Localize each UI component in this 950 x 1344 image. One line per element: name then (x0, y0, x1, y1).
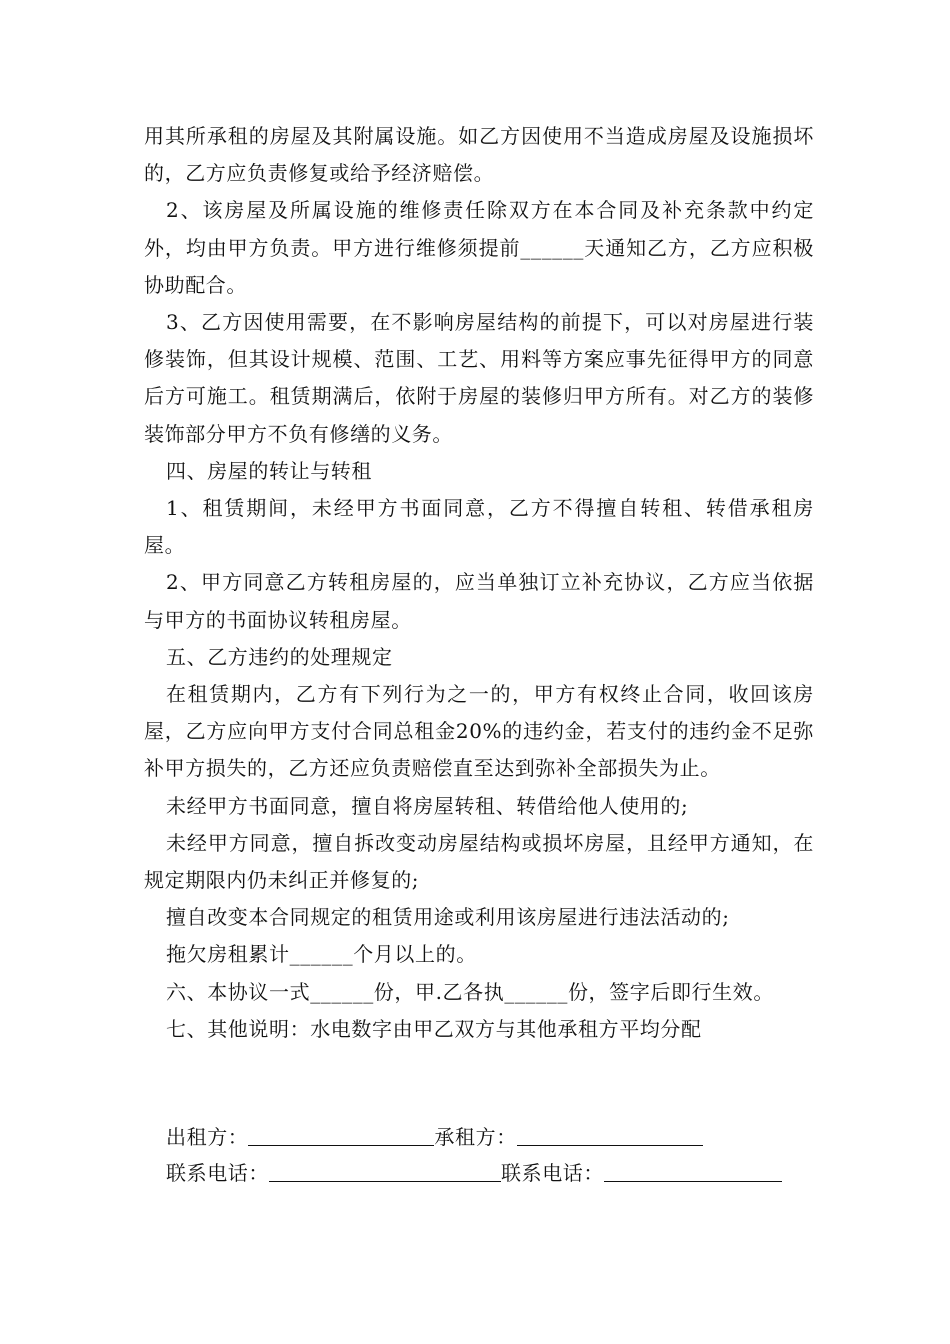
lessee-label: 承租方： (434, 1125, 517, 1149)
contract-paragraph: 未经甲方书面同意，擅自将房屋转租、转借给他人使用的; (166, 793, 689, 818)
contract-body (144, 118, 814, 1048)
signature-row-phones (166, 1158, 782, 1188)
lessor-phone-label: 联系电话： (166, 1161, 269, 1185)
lessor-signature-line (248, 1125, 434, 1146)
contract-paragraph: 在租赁期内，乙方有下列行为之一的，甲方有权终止合同，收回该房屋，乙方应向甲方支付合同总租金20%的违约金，若支付的违约金不足弥补甲方损失的，乙方还应负责赔偿直至达到弥补全部损失为止。 (144, 682, 814, 781)
contract-paragraph: 五、乙方违约的处理规定 (166, 644, 393, 669)
contract-paragraph: 擅自改变本合同规定的租赁用途或利用该房屋进行违法活动的; (166, 905, 730, 930)
lessor-label: 出租方： (166, 1125, 249, 1149)
lessor-phone-line (269, 1161, 501, 1182)
contract-paragraph: 2、该房屋及所属设施的维修责任除双方在本合同及补充条款中约定外，均由甲方负责。甲方进行维修须提前______天通知乙方，乙方应积极协助配合。 (144, 198, 814, 297)
contract-paragraph: 用其所承租的房屋及其附属设施。如乙方因使用不当造成房屋及设施损坏的，乙方应负责修复或给予经济赔偿。 (144, 124, 814, 186)
contract-paragraph: 3、乙方因使用需要，在不影响房屋结构的前提下，可以对房屋进行装修装饰，但其设计规模、范围、工艺、用料等方案应事先征得甲方的同意后方可施工。租赁期满后，依附于房屋的装修归甲方所有。对乙方的装修装饰部分甲方不负有修缮的义务。 (144, 310, 814, 446)
signature-row-parties (166, 1122, 703, 1152)
contract-paragraph: 四、房屋的转让与转租 (166, 458, 372, 483)
contract-paragraph: 六、本协议一式______份，甲.乙各执______份，签字后即行生效。 (166, 979, 774, 1004)
contract-paragraph: 七、其他说明：水电数字由甲乙双方与其他承租方平均分配 (166, 1016, 702, 1041)
lessee-signature-line (517, 1125, 703, 1146)
contract-paragraph: 未经甲方同意，擅自拆改变动房屋结构或损坏房屋，且经甲方通知，在规定期限内仍未纠正并修复的; (144, 830, 814, 893)
contract-paragraph: 1、租赁期间，未经甲方书面同意，乙方不得擅自转租、转借承租房屋。 (144, 496, 814, 558)
contract-paragraph: 拖欠房租累计______个月以上的。 (166, 942, 477, 967)
lessee-phone-line (604, 1161, 782, 1182)
contract-paragraph: 2、甲方同意乙方转租房屋的，应当单独订立补充协议，乙方应当依据与甲方的书面协议转租房屋。 (144, 570, 814, 632)
lessee-phone-label: 联系电话： (501, 1161, 604, 1185)
